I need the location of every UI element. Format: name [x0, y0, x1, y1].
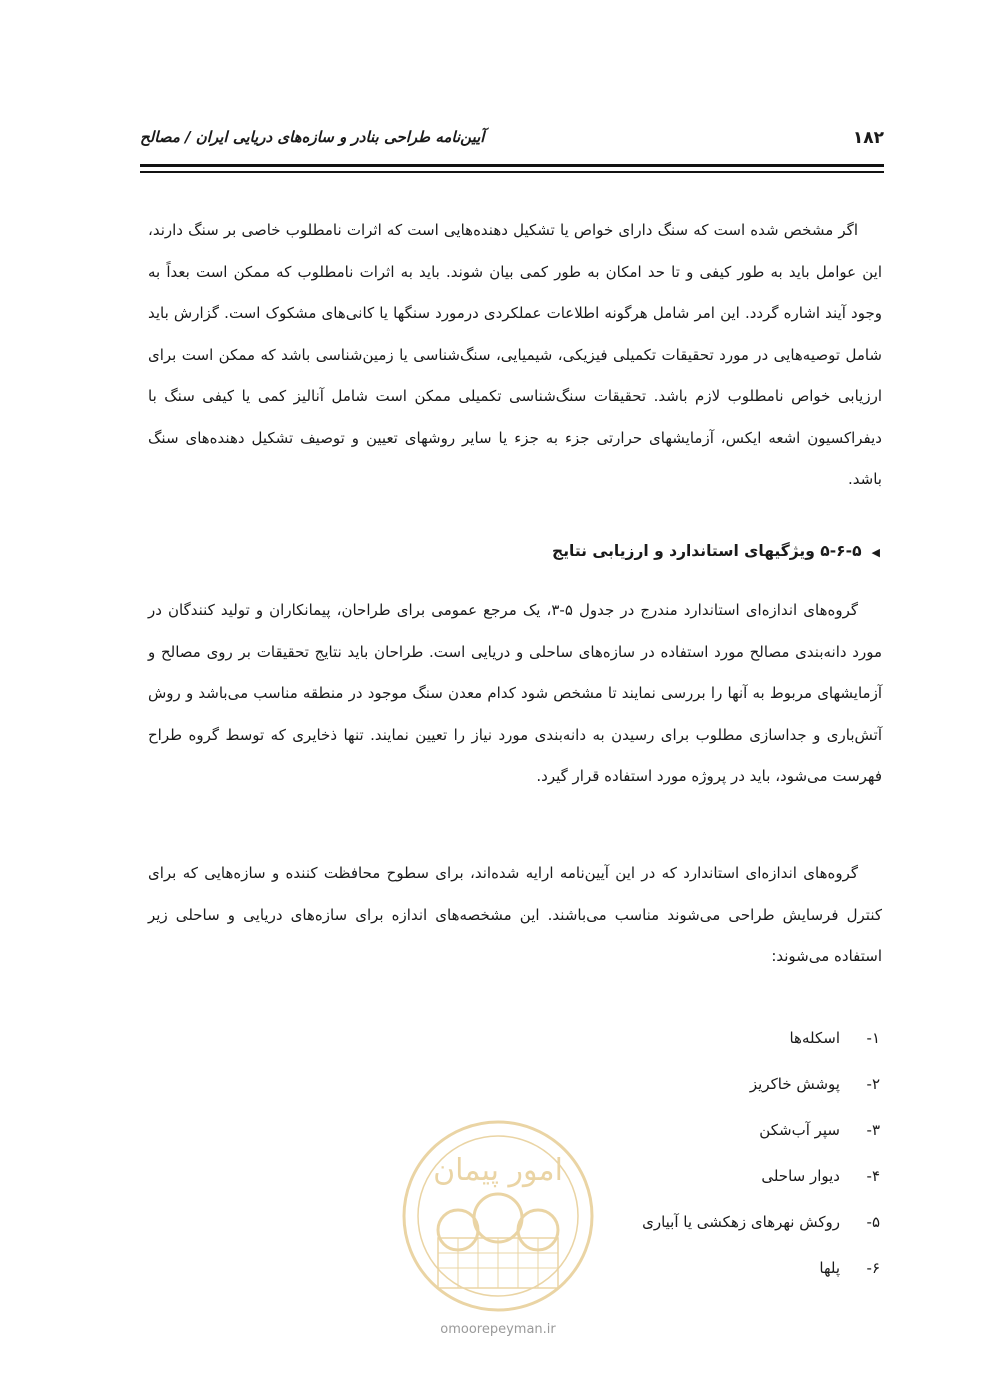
list-item-number: ۲-: [866, 1075, 880, 1093]
list-item-number: ۳-: [866, 1121, 880, 1139]
header-rule-thin: [140, 171, 884, 173]
paragraph-3: [148, 853, 882, 978]
list-item-label: سپر آب‌شکن: [759, 1121, 840, 1139]
list-item: [480, 1061, 880, 1107]
list-item-label: اسکله‌ها: [789, 1029, 840, 1047]
list-item-label: پلها: [819, 1259, 840, 1277]
paragraph-2: [148, 590, 882, 798]
list-item-label: پوشش خاکریز: [749, 1075, 840, 1093]
list-item-number: ۶-: [866, 1259, 880, 1277]
list-item-label: روکش نهرهای زهکشی یا آبیاری: [642, 1213, 840, 1231]
list-item-number: ۱-: [866, 1029, 880, 1047]
list-item-number: ۵-: [866, 1213, 880, 1231]
watermark-seal-text: امور پیمان: [433, 1153, 563, 1188]
list-item: [480, 1015, 880, 1061]
section-heading: [552, 542, 880, 560]
running-title: آیین‌نامه طراحی بنادر و سازه‌های دریایی ایران / مصالح: [140, 128, 485, 146]
paragraph-3-text: گروه‌های اندازه‌ای استاندارد که در این آیین‌نامه ارایه شده‌اند، برای سطوح محافظت کننده و سازه‌هایی که برای کنترل فرسایش طراحی می‌شوند مناسب می‌باشند. این مشخصه‌های اندازه برای سازه‌های دریایی و ساحلی زیر استفاده می‌شوند:: [148, 864, 882, 965]
page-header: [140, 128, 884, 160]
paragraph-2-text: گروه‌های اندازه‌ای استاندارد مندرج در جدول ۵-۳، یک مرجع عمومی برای طراحان، پیمانکاران و تولید کنندگان در مورد دانه‌بندی مصالح مورد استفاده در سازه‌های ساحلی و دریایی است. طراحان باید نتایج تحقیقات بر روی مصالح و آزمایشهای مربوط به آنها را بررسی نمایند تا مشخص شود کدام معدن سنگ موجود در منطقه مناسب می‌باشد و روش آتش‌باری و جداسازی مطلوب برای رسیدن به دانه‌بندی مورد نیاز را تعیین نمایند. تنها ذخایری که توسط گروه طراح فهرست می‌شود، باید در پروژه مورد استفاده قرار گیرد.: [148, 601, 882, 785]
watermark-seal-icon: [398, 1118, 598, 1314]
section-title: ۵-۶-۵ ویژگیهای استاندارد و ارزیابی نتایج: [552, 542, 862, 560]
list-item-label: دیوار ساحلی: [761, 1167, 840, 1185]
watermark-url: omoorepeyman.ir: [440, 1322, 556, 1337]
heading-bullet-icon: ◀: [871, 546, 880, 559]
list-item-number: ۴-: [866, 1167, 880, 1185]
paragraph-1-text: اگر مشخص شده است که سنگ دارای خواص یا تشکیل دهنده‌هایی است که اثرات نامطلوب خاصی بر سنگ دارند، این عوامل باید به طور کیفی و تا حد امکان به طور کمی بیان شوند. باید به اثرات نامطلوب که ممکن است بعداً به وجود آیند اشاره گردد. این امر شامل هرگونه اطلاعات عملکردی درمورد سنگها یا کانی‌های مشکوک است. گزارش باید شامل توصیه‌هایی در مورد تحقیقات تکمیلی فیزیکی، شیمیایی، سنگ‌شناسی یا زمین‌شناسی باشد که ممکن است برای ارزیابی خواص نامطلوب لازم باشد. تحقیقات سنگ‌شناسی تکمیلی ممکن است شامل آنالیز کمی یا کیفی سنگ با دیفراکسیون اشعه ایکس، آزمایشهای حرارتی جزء به جزء یا سایر روشهای تعیین و توصیف تشکیل دهنده‌های سنگ باشد.: [148, 221, 882, 488]
header-rule-thick: [140, 164, 884, 167]
page-number: ۱۸۲: [852, 128, 884, 148]
paragraph-1: [148, 210, 882, 501]
